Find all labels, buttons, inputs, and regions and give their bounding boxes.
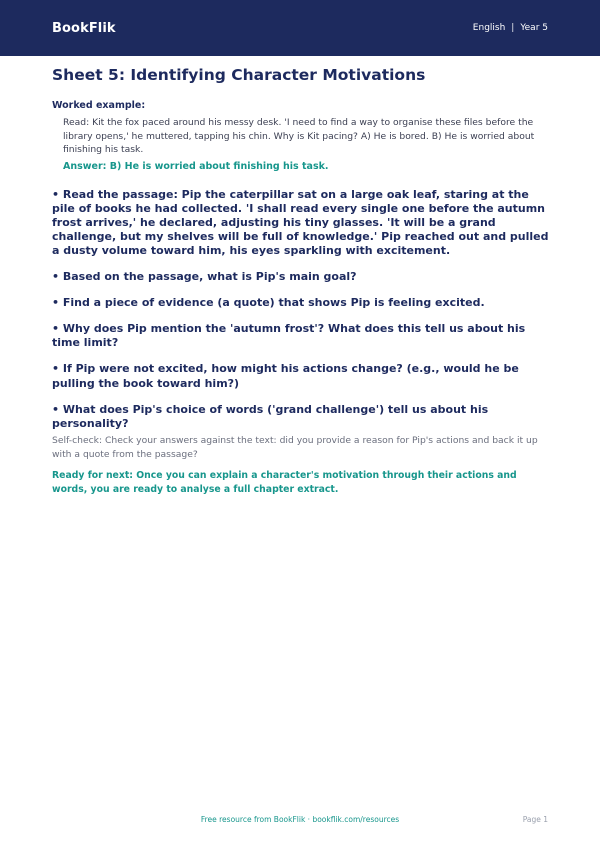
year-label: Year 5 [520,23,548,33]
sheet-title: Sheet 5: Identifying Character Motivations [52,66,426,84]
page-footer [0,815,600,829]
worksheet-content [52,66,552,496]
page-header [0,0,600,56]
subject-year-meta [473,23,548,33]
footer-credit-link[interactable]: Free resource from BookFlik · bookflik.com/resources [200,815,400,824]
brand-logo-text: BookFlik [52,20,116,36]
question-evidence: • Find a piece of evidence (a quote) that shows Pip is feeling excited. [52,295,485,309]
question-passage: • Read the passage: Pip the caterpillar sat on a large oak leaf, staring at the pile of books he had collected. 'I shall read every single one before the autumn frost arrives,' he declared, adjusting his tiny glasses. 'It will be a grand challenge, but my shelves will be full of knowledge.' Pip reached out and pulled a dusty volume toward him, his eyes sparkling with excitement. [52,187,549,258]
question-autumn-frost: • Why does Pip mention the 'autumn frost'? What does this tell us about his time limit? [52,321,526,350]
question-word-choice: • What does Pip's choice of words ('grand challenge') tell us about his personality? [52,402,489,430]
question-actions-change: • If Pip were not excited, how might his actions change? (e.g., would he be pulling the book toward him?) [52,362,519,390]
meta-separator: | [511,23,515,33]
ready-for-next-note: Ready for next: Once you can explain a character's motivation through their actions and words, you are ready to analyse a full chapter extract. [52,470,517,495]
worked-example-label: Worked example: [52,100,146,111]
page-number: Page 1 [522,815,548,824]
self-check-note: Self-check: Check your answers against the text: did you provide a reason for Pip's actions and back it up with a quote from the passage? [52,435,538,460]
question-main-goal: • Based on the passage, what is Pip's main goal? [52,269,357,283]
subject-label: English [472,23,506,33]
worked-example-answer: Answer: B) He is worried about finishing his task. [63,160,329,172]
worked-example-text: Read: Kit the fox paced around his messy desk. 'I need to find a way to organise these files before the library opens,' he muttered, tapping his chin. Why is Kit pacing? A) He is bored. B) He is worried about finishing his task. [63,117,535,155]
